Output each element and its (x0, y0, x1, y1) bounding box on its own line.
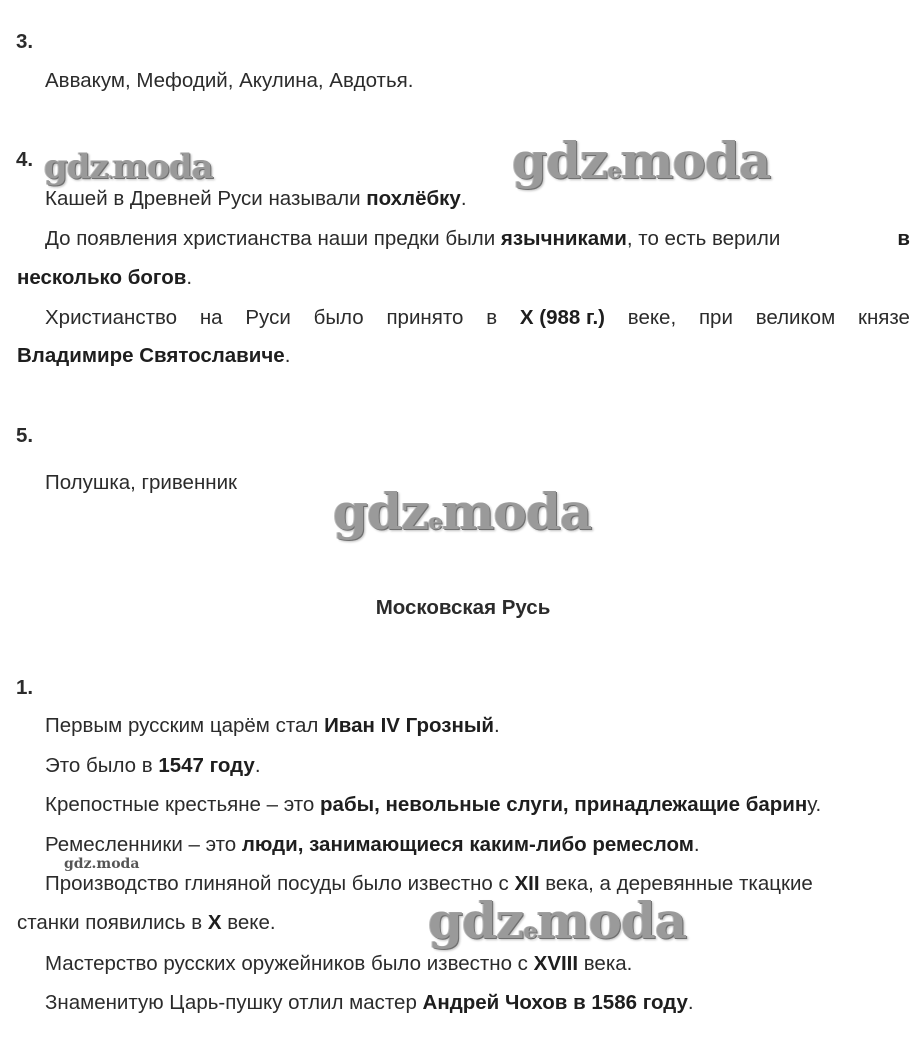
answer-text: Полушка, гривенник (45, 471, 238, 494)
answer-text: Производство глиняной посуды было известно с XII века, а деревянные ткацкие (45, 872, 813, 895)
section-number-3: 3. (16, 30, 34, 53)
section-number-1: 1. (16, 676, 34, 699)
answer-text: Христианство на Руси было принято в X (988 г.) веке, при великом князе (45, 306, 910, 329)
watermark-logo: gdzemoda (512, 131, 771, 190)
answer-text: Аввакум, Мефодий, Акулина, Авдотья. (45, 69, 414, 92)
section-number-5: 5. (16, 424, 34, 447)
answer-text: станки появились в X веке. (17, 911, 276, 934)
watermark-logo: gdz.moda (64, 856, 140, 872)
answer-text: Первым русским царём стал Иван IV Грозный. (45, 714, 500, 737)
answer-text: Крепостные крестьяне – это рабы, невольные слуги, принадлежащие барину. (45, 793, 822, 816)
answer-text: Знаменитую Царь-пушку отлил мастер Андрей Чохов в 1586 году. (45, 991, 694, 1014)
answer-text: несколько богов. (17, 266, 193, 289)
watermark-logo: gdzemoda (428, 891, 687, 950)
watermark-logo: gdzemoda (333, 482, 592, 541)
answer-text: Мастерство русских оружейников было известно с XVIII века. (45, 952, 633, 975)
answer-text: Это было в 1547 году. (45, 754, 261, 777)
answer-text: Владимире Святославиче. (17, 344, 291, 367)
watermark-logo: gdz.moda (44, 147, 213, 187)
answer-text: Ремесленники – это люди, занимающиеся каким-либо ремеслом. (45, 833, 700, 856)
answer-text: До появления христианства наши предки были язычниками, то есть верили в (45, 227, 910, 250)
section-title: Московская Русь (375, 596, 551, 619)
section-number-4: 4. (16, 148, 34, 171)
answer-text: Кашей в Древней Руси называли похлёбку. (45, 187, 467, 210)
